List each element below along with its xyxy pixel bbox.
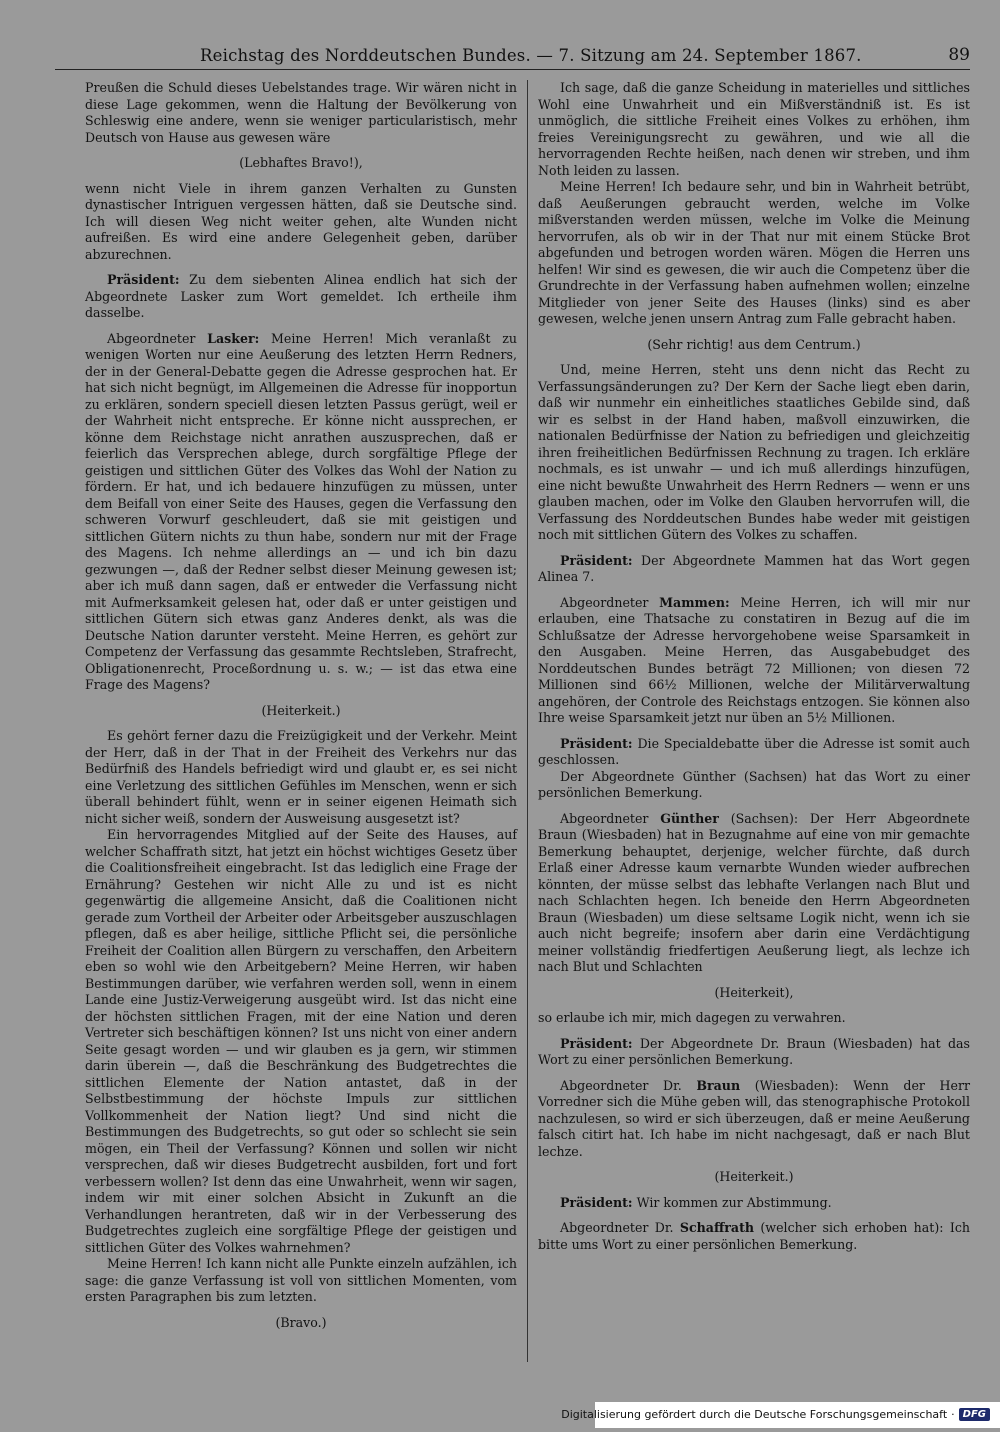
speaker-prefix: Abgeordneter bbox=[107, 330, 208, 346]
body-paragraph: Der Abgeordnete Günther (Sachsen) hat das Wort zu einer persönlichen Bemerkung. bbox=[538, 768, 970, 800]
body-paragraph: Ich sage, daß die ganze Scheidung in materielles und sittliches Wohl eine Unwahrheit und ein Mißverständniß ist. Es ist unmöglich, die sittliche Freiheit eines Volkes zu erhöhen, ihm freies Vereinigungsrecht zu gewähren, und wie all die hervorragenden Rechte heißen, nach denen wir streben, und ihm Noth leiden zu lassen. bbox=[538, 80, 970, 178]
speech-text: (welcher sich erhoben hat): Ich bitte ums Wort zu einer persönlichen Bemerkung. bbox=[538, 1220, 970, 1252]
speech-paragraph bbox=[538, 736, 970, 769]
speaker-prefix: Abgeordneter bbox=[560, 810, 661, 826]
page-header bbox=[55, 40, 970, 70]
speech-paragraph bbox=[538, 553, 970, 586]
body-paragraph: so erlaube ich mir, mich dagegen zu verwahren. bbox=[538, 1010, 846, 1025]
speech-paragraph bbox=[538, 595, 970, 727]
footer-text: Digitalisierung gefördert durch die Deutsche Forschungsgemeinschaft bbox=[561, 1408, 948, 1421]
stage-direction: (Heiterkeit), bbox=[714, 984, 794, 1000]
dfg-logo-icon: DFG bbox=[959, 1408, 990, 1421]
stage-direction: (Sehr richtig! aus dem Centrum.) bbox=[647, 336, 861, 352]
left-column bbox=[85, 80, 517, 1340]
stage-direction: (Bravo.) bbox=[275, 1314, 327, 1330]
footer-credit bbox=[561, 1408, 990, 1421]
speech-paragraph bbox=[538, 1220, 970, 1253]
stage-direction: (Heiterkeit.) bbox=[261, 702, 341, 718]
speaker-prefix: Abgeordneter Dr. bbox=[560, 1220, 680, 1235]
page-number: 89 bbox=[948, 45, 970, 65]
stage-direction: (Lebhaftes Bravo!), bbox=[239, 155, 363, 170]
body-paragraph: Es gehört ferner dazu die Freizügigkeit und der Verkehr. Meint der Herr, daß in der That in der Freiheit des Verkehrs nur das Bedürfniß des Handels befriedigt wird und glaubt er, es sei nicht eine Verletzung des sittlichen Gefühles im Menschen, wenn er sich überall behindert fühlt, wenn er in seiner eigenen Heimath sich nicht sicher weiß, sondern der Ausweisung ausgesetzt ist? bbox=[85, 728, 517, 826]
speaker-name: Präsident: bbox=[560, 1035, 633, 1051]
body-paragraph: wenn nicht Viele in ihrem ganzen Verhalten zu Gunsten dynastischer Intriguen vergessen hätten, daß sie Deutsche sind. Ich will diesen Weg nicht weiter gehen, alte Wunden nicht aufreißen. Es wird eine andere Gelegenheit geben, darüber abzurechnen. bbox=[85, 180, 517, 262]
speaker-name: Mammen: bbox=[659, 594, 730, 610]
speech-paragraph bbox=[538, 1195, 970, 1212]
speech-text: (Wiesbaden): Wenn der Herr Vorredner sich die Mühe geben will, das stenographische Protokoll nachzulesen, so wird er sich überzeugen, daß er meine Aeußerung falsch citirt hat. Ich habe im nicht nachgesagt, daß er nach Blut lechze. bbox=[538, 1077, 970, 1159]
speech-text: Die Specialdebatte über die Adresse ist somit auch geschlossen. bbox=[538, 735, 970, 767]
body-paragraph: Meine Herren! Ich bedaure sehr, und bin in Wahrheit betrübt, daß Aeußerungen gebraucht werden, welche im Volke mißverstanden werden müssen, welche im Volke die Meinung hervorrufen, als ob wir in der That nur mit einem Stücke Brot abgefunden und betrogen worden wären. Mögen die Herren uns helfen! Wir sind es gewesen, die wir auch die Competenz über die Grundrechte in der Verfassung haben aufnehmen wollen; einzelne Mitglieder von jener Seite des Hauses (links) sind es aber gewesen, welche jenen unsern Antrag zum Falle gebracht haben. bbox=[538, 179, 970, 326]
speech-text: Zu dem siebenten Alinea endlich hat sich der Abgeordnete Lasker zum Wort gemeldet. Ich ertheile ihm dasselbe. bbox=[85, 272, 517, 320]
body-paragraph: Und, meine Herren, steht uns denn nicht das Recht zu Verfassungsänderungen zu? Der Kern der Sache liegt eben darin, daß wir nunmehr ein einheitliches staatliches Gebilde sind, daß wir es selbst in der Hand haben, maßvoll einzuwirken, die nationalen Bedürfnisse der Nation zu befriedigen und gleichzeitig ihren freiheitlichen Bedürfnissen Rechnung zu tragen. Ich erkläre nochmals, es ist unwahr — und ich muß allerdings hinzufügen, eine nicht bewußte Unwahrheit des Herrn Redners — wenn er uns glauben machen, oder im Volke den Glauben hervorrufen will, die Verfassung des Norddeutschen Bundes habe weder mit geistigen noch mit sittlichen Gütern des Volkes zu schaffen. bbox=[538, 362, 970, 542]
body-paragraph: Meine Herren! Ich kann nicht alle Punkte einzeln aufzählen, ich sage: die ganze Verfassung ist voll von sittlichen Momenten, vom ersten Paragraphen bis zum letzten. bbox=[85, 1256, 517, 1304]
right-column bbox=[538, 80, 970, 1253]
speaker-name: Lasker: bbox=[207, 330, 260, 346]
speaker-name: Präsident: bbox=[560, 552, 633, 568]
column-divider bbox=[527, 80, 528, 1362]
body-paragraph: Preußen die Schuld dieses Uebelstandes trage. Wir wären nicht in diese Lage gekommen, wenn die Haltung der Bevölkerung von Schleswig eine andere, wenn sie weniger particularistisch, mehr Deutsch von Hause aus gewesen wäre bbox=[85, 80, 517, 145]
speech-text: Der Abgeordnete Mammen hat das Wort gegen Alinea 7. bbox=[538, 552, 970, 584]
running-title: Reichstag des Norddeutschen Bundes. — 7. Sitzung am 24. September 1867. bbox=[200, 46, 862, 65]
speaker-name: Präsident: bbox=[560, 1194, 633, 1210]
speaker-name: Präsident: bbox=[107, 272, 180, 287]
speech-text: Meine Herren, ich will mir nur erlauben, eine Thatsache zu constatiren in Bezug auf die im Schlußsatze der Adresse hervorgehobene weise Sparsamkeit in den Ausgaben. Meine Herren, das Ausgabebudget des Norddeutschen Bundes beträgt 72 Millionen; von diesen 72 Millionen sind 66½ Millionen, welche der Militärverwaltung angehören, der Controle des Reichstags entzogen. Sie können also Ihre weise Sparsamkeit jetzt nur üben an 5½ Millionen. bbox=[538, 594, 970, 725]
footer-separator: · bbox=[951, 1408, 955, 1421]
body-paragraph: Ein hervorragendes Mitglied auf der Seite des Hauses, auf welcher Schaffrath sitzt, hat jetzt ein höchst wichtiges Gesetz über die Coalitionsfreiheit eingebracht. Ist das lediglich eine Frage der Ernährung? Gestehen wir nicht Alle zu und ist es nicht gegenwärtig die allgemeine Ansicht, daß die Coalitionen nicht gerade zum Vortheil der Arbeiter oder Arbeitsgeber auszuschlagen pflegen, daß es aber heilige, sittliche Pflicht sei, die persönliche Freiheit der Coalition allen Bürgern zu verschaffen, den Arbeitern eben so wohl wie den Arbeitgebern? Meine Herren, wir haben Bestimmungen darüber, wie verfahren werden soll, wenn in einem Lande eine Justiz-Verweigerung ausgeübt wird. Ist das nicht eine der höchsten sittlichen Fragen, mit der eine Nation und deren Vertreter sich beschäftigen können? Ist uns nicht von einer andern Seite gesagt worden — und wir glauben es ja gern, wir stimmen darin überein —, daß die Beschränkung des Budgetrechtes die sittlichen Elemente der Nation antastet, daß in der Selbstbestimmung der höchste Impuls zur sittlichen Vollkommenheit der Nation liegt? Und sind nicht die Bestimmungen des Budgetrechts, so gut oder so schlecht sie sein mögen, ein Theil der Verfassung? Können und sollen wir nicht versprechen, daß wir dieses Budgetrecht ausbilden, fort und fort verbessern wollen? Ist denn das eine Unwahrheit, wenn wir sagen, indem wir mit einer solchen Absicht in Zukunft an die Verhandlungen herantreten, daß wir in der Verbesserung des Budgetrechtes zugleich eine sorgfältige Pflege der geistigen und sittlichen Güter des Volkes wahrnehmen? bbox=[85, 827, 517, 1255]
speech-paragraph bbox=[538, 1078, 970, 1161]
speech-text: (Sachsen): Der Herr Abgeordnete Braun (Wiesbaden) hat in Bezugnahme auf eine von mir gemachte Bemerkung behauptet, derjenige, welcher fürchte, daß durch Erlaß einer Adresse kaum vernarbte Wunden wieder aufbrechen könnten, der müsse selbst das lebhafte Verlangen nach Blut und nach Schlachten hegen. Ich beneide den Herrn Abgeordneten Braun (Wiesbaden) um diese seltsame Logik nicht, wenn ich sie auch nicht begreife; insofern aber darin eine Verdächtigung meiner vollständig friedfertigen Aeußerung liegt, als lechze ich nach Blut und Schlachten bbox=[538, 810, 970, 974]
speaker-prefix: Abgeordneter Dr. bbox=[560, 1077, 697, 1093]
speech-text: Der Abgeordnete Dr. Braun (Wiesbaden) hat das Wort zu einer persönlichen Bemerkung. bbox=[538, 1035, 970, 1067]
stage-direction: (Heiterkeit.) bbox=[714, 1169, 794, 1184]
speech-paragraph bbox=[538, 1036, 970, 1069]
speech-paragraph bbox=[85, 331, 517, 694]
speaker-name: Schaffrath bbox=[679, 1220, 755, 1235]
speech-text: Wir kommen zur Abstimmung. bbox=[632, 1194, 832, 1210]
speaker-name: Präsident: bbox=[560, 735, 633, 751]
speaker-name: Braun bbox=[696, 1077, 741, 1093]
speech-text: Meine Herren! Mich veranlaßt zu wenigen Worten nur eine Aeußerung des letzten Herrn Redners, der in der General-Debatte gegen die Adresse gesprochen hat. Er hat sich nicht begnügt, im Allgemeinen die Adresse für inopportun zu erklären, sondern speciell diesen letzten Passus gerügt, weil er der Wahrheit nicht entspreche. Er könne nicht aussprechen, er könne dem Reichstage nicht anrathen auszusprechen, daß er feierlich das Versprechen ablege, durch sorgfältige Pflege der geistigen und sittlichen Güter des Volkes das Wohl der Nation zu fördern. Er hat, und ich bedauere hinzufügen zu müssen, unter dem Beifall von einer Seite des Hauses, gegen die Verfassung den schweren Vorwurf geschleudert, daß sie mit geistigen und sittlichen Gütern nichts zu thun habe, sondern nur mit der Frage des Magens. Ich nehme allerdings an — und ich bin dazu gezwungen —, daß der Redner selbst dieser Meinung gewesen ist; aber ich muß dann sagen, daß er entweder die Verfassung nicht mit Aufmerksamkeit gelesen hat, oder daß er unter geistigen und sittlichen Gütern sich etwas ganz Anderes denkt, als was die Deutsche Nation darunter versteht. Meine Herren, es gehört zur Competenz der Verfassung das gesammte Rechtsleben, Strafrecht, Obligationenrecht, Proceßordnung u. s. w.; — ist das etwa eine Frage des Magens? bbox=[85, 330, 517, 692]
speaker-prefix: Abgeordneter bbox=[560, 594, 660, 610]
speaker-name: Günther bbox=[660, 810, 719, 826]
speech-paragraph bbox=[538, 811, 970, 976]
speech-paragraph bbox=[85, 272, 517, 322]
